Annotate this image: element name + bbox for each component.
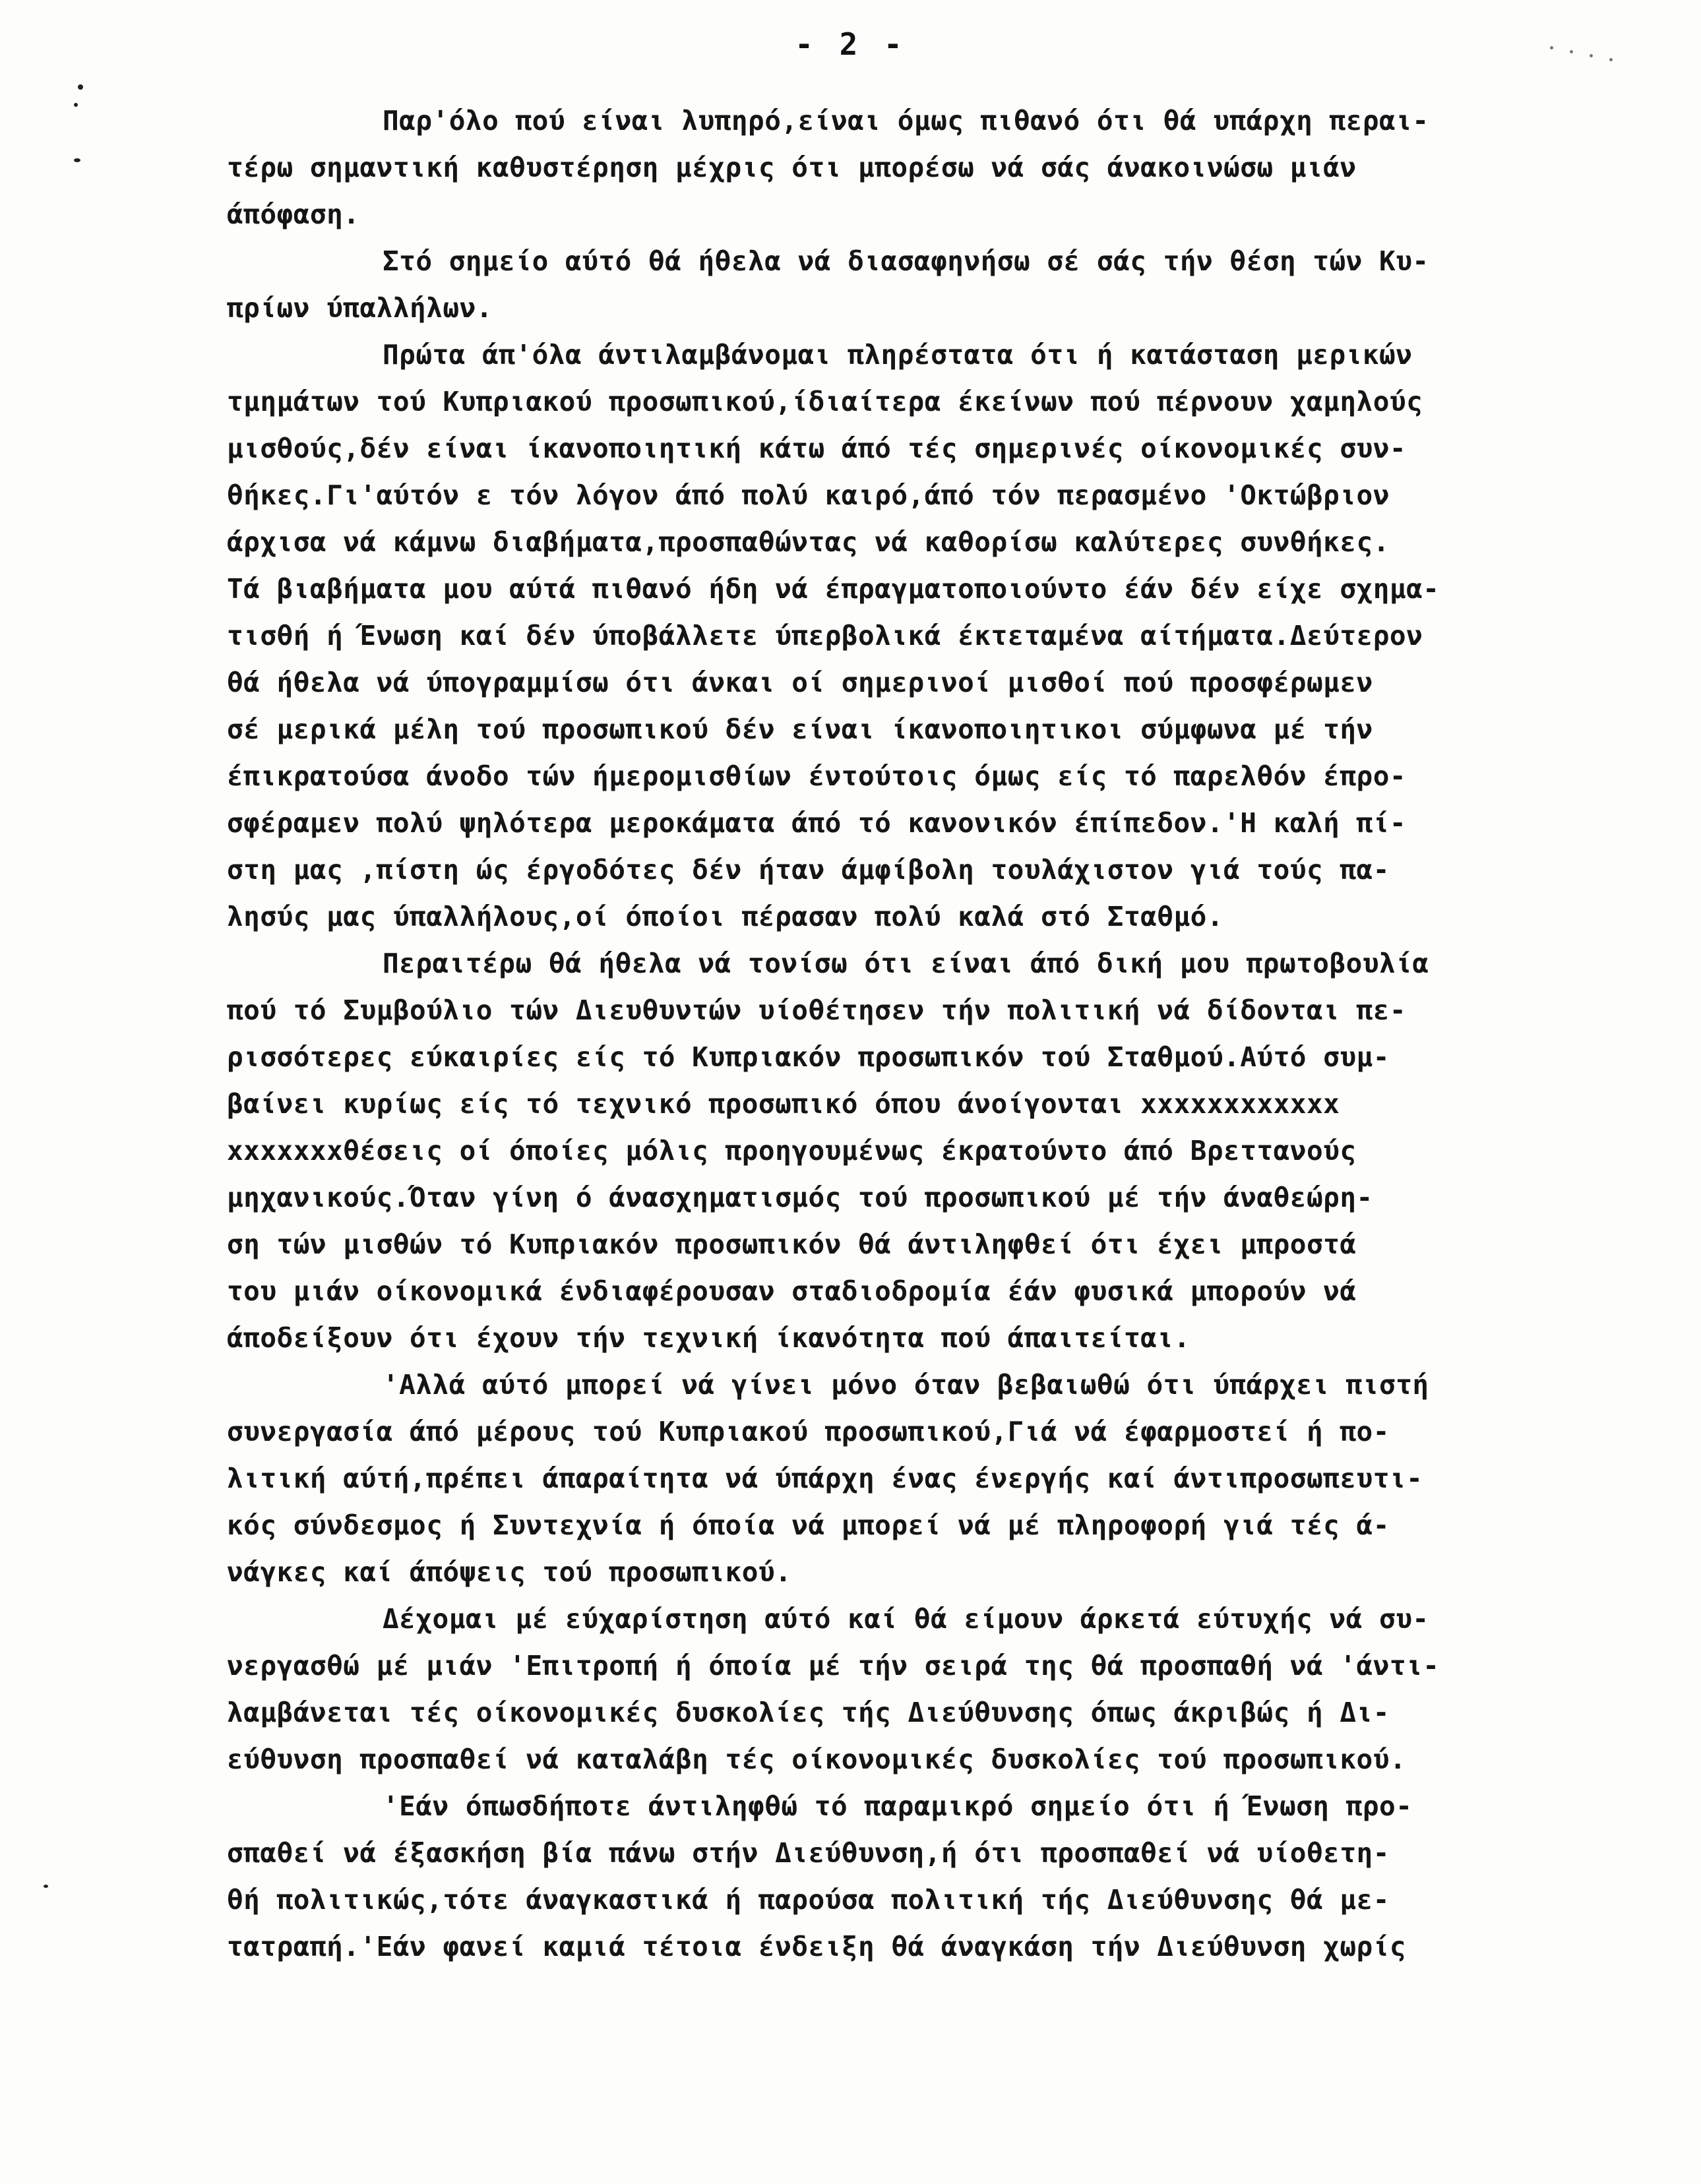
text-line: νεργασθώ μέ μιάν 'Επιτροπή ή όποία μέ τήν σειρά της θά προσπαθή νά 'άντι- (227, 1650, 1440, 1682)
scan-speck (1609, 58, 1613, 61)
text-line: εύθυνση προσπαθεί νά καταλάβη τές οίκονομικές δυσκολίες τού προσωπικού. (227, 1744, 1407, 1775)
text-line: Στό σημείο αύτό θά ήθελα νά διασαφηνήσω σέ σάς τήν θέση τών Κυ- (383, 245, 1429, 277)
text-line: 'Αλλά αύτό μπορεί νά γίνει μόνο όταν βεβαιωθώ ότι ύπάρχει πιστή (383, 1369, 1429, 1401)
text-line: λιτική αύτή,πρέπει άπαραίτητα νά ύπάρχη ένας ένεργής καί άντιπροσωπευτι- (227, 1463, 1423, 1494)
text-line: Δέχομαι μέ εύχαρίστηση αύτό καί θά είμουν άρκετά εύτυχής νά συ- (383, 1603, 1429, 1635)
text-line: θά ήθελα νά ύπογραμμίσω ότι άνκαι οί σημερινοί μισθοί πού προσφέρωμεν (227, 667, 1373, 698)
scan-speck (1570, 50, 1573, 53)
text-line: συνεργασία άπό μέρους τού Κυπριακού προσωπικού,Γιά νά έφαρμοστεί ή πο- (227, 1416, 1390, 1447)
scan-speck (78, 84, 83, 90)
text-line: άπόφαση. (227, 198, 360, 230)
text-line: 'Εάν όπωσδήποτε άντιληφθώ τό παραμικρό σημείο ότι ή Ένωση προ- (383, 1790, 1413, 1822)
text-line: στη μας ,πίστη ώς έργοδότες δέν ήταν άμφίβολη τουλάχιστον γιά τούς πα- (227, 854, 1390, 886)
text-line: σφέραμεν πολύ ψηλότερα μεροκάματα άπό τό κανονικόν έπίπεδον.'Η καλή πί- (227, 807, 1407, 839)
text-line: Τά βιαβήματα μου αύτά πιθανό ήδη νά έπραγματοποιούντο έάν δέν είχε σχημα- (227, 573, 1440, 605)
scan-speck (1550, 46, 1553, 49)
text-line: βαίνει κυρίως είς τό τεχνικό προσωπικό όπου άνοίγονται xxxxxxxxxxxx (227, 1088, 1340, 1120)
text-line: τισθή ή Ένωση καί δέν ύποβάλλετε ύπερβολικά έκτεταμένα αίτήματα.Δεύτερον (227, 620, 1423, 652)
text-line: ρισσότερες εύκαιρίες είς τό Κυπριακόν προσωπικόν τού Σταθμού.Αύτό συμ- (227, 1041, 1390, 1073)
text-line: λαμβάνεται τές οίκονομικές δυσκολίες τής Διεύθυνσης όπως άκριβώς ή Δι- (227, 1697, 1390, 1728)
scan-speck (74, 103, 78, 107)
text-line: Περαιτέρω θά ήθελα νά τονίσω ότι είναι άπό δική μου πρωτοβουλία (383, 948, 1429, 979)
text-line: τέρω σημαντική καθυστέρηση μέχρις ότι μπορέσω νά σάς άνακοινώσω μιάν (227, 152, 1357, 183)
scan-speck (1590, 54, 1593, 57)
text-line: ση τών μισθών τό Κυπριακόν προσωπικόν θά άντιληφθεί ότι έχει μπροστά (227, 1228, 1357, 1260)
text-line: λησύς μας ύπαλλήλους,οί όποίοι πέρασαν πολύ καλά στό Σταθμό. (227, 901, 1224, 932)
scan-speck (74, 158, 80, 162)
text-line: άποδείξουν ότι έχουν τήν τεχνική ίκανότητα πού άπαιτείται. (227, 1322, 1191, 1354)
text-line: νάγκες καί άπόψεις τού προσωπικού. (227, 1556, 792, 1588)
text-line: θήκες.Γι'αύτόν ε τόν λόγον άπό πολύ καιρό,άπό τόν περασμένο 'Οκτώβριον (227, 479, 1390, 511)
scan-speck (44, 1885, 48, 1888)
letter-body (227, 98, 1645, 1970)
text-line: xxxxxxxθέσεις οί όποίες μόλις προηγουμένως έκρατούντο άπό Βρεττανούς (227, 1135, 1357, 1167)
text-line: Παρ'όλο πού είναι λυπηρό,είναι όμως πιθανό ότι θά υπάρχη περαι- (383, 105, 1429, 136)
text-line: Πρώτα άπ'όλα άντιλαμβάνομαι πληρέστατα ότι ή κατάσταση μερικών (383, 339, 1413, 371)
text-line: τατραπή.'Εάν φανεί καμιά τέτοια ένδειξη θά άναγκάση τήν Διεύθυνση χωρίς (227, 1931, 1407, 1962)
text-line: σπαθεί νά έξασκήση βία πάνω στήν Διεύθυνση,ή ότι προσπαθεί νά υίοθετη- (227, 1837, 1390, 1869)
text-line: τμημάτων τού Κυπριακού προσωπικού,ίδιαίτερα έκείνων πού πέρνουν χαμηλούς (227, 386, 1423, 417)
text-line: μισθούς,δέν είναι ίκανοποιητική κάτω άπό τές σημερινές οίκονομικές συν- (227, 433, 1407, 464)
text-line: πού τό Συμβούλιο τών Διευθυντών υίοθέτησεν τήν πολιτική νά δίδονται πε- (227, 994, 1407, 1026)
text-line: του μιάν οίκονομικά ένδιαφέρουσαν σταδιοδρομία έάν φυσικά μπορούν νά (227, 1275, 1357, 1307)
text-line: σέ μερικά μέλη τού προσωπικού δέν είναι ίκανοποιητικοι σύμφωνα μέ τήν (227, 713, 1373, 745)
text-line: κός σύνδεσμος ή Συντεχνία ή όποία νά μπορεί νά μέ πληροφορή γιά τές ά- (227, 1509, 1390, 1541)
page-number: - 2 - (795, 26, 906, 62)
text-line: άρχισα νά κάμνω διαβήματα,προσπαθώντας νά καθορίσω καλύτερες συνθήκες. (227, 526, 1390, 558)
text-line: μηχανικούς.Όταν γίνη ό άνασχηματισμός τού προσωπικού μέ τήν άναθεώρη- (227, 1182, 1373, 1213)
text-line: πρίων ύπαλλήλων. (227, 292, 493, 324)
text-line: έπικρατούσα άνοδο τών ήμερομισθίων έντούτοις όμως είς τό παρελθόν έπρο- (227, 760, 1407, 792)
text-line: θή πολιτικώς,τότε άναγκαστικά ή παρούσα πολιτική τής Διεύθυνσης θά με- (227, 1884, 1390, 1916)
